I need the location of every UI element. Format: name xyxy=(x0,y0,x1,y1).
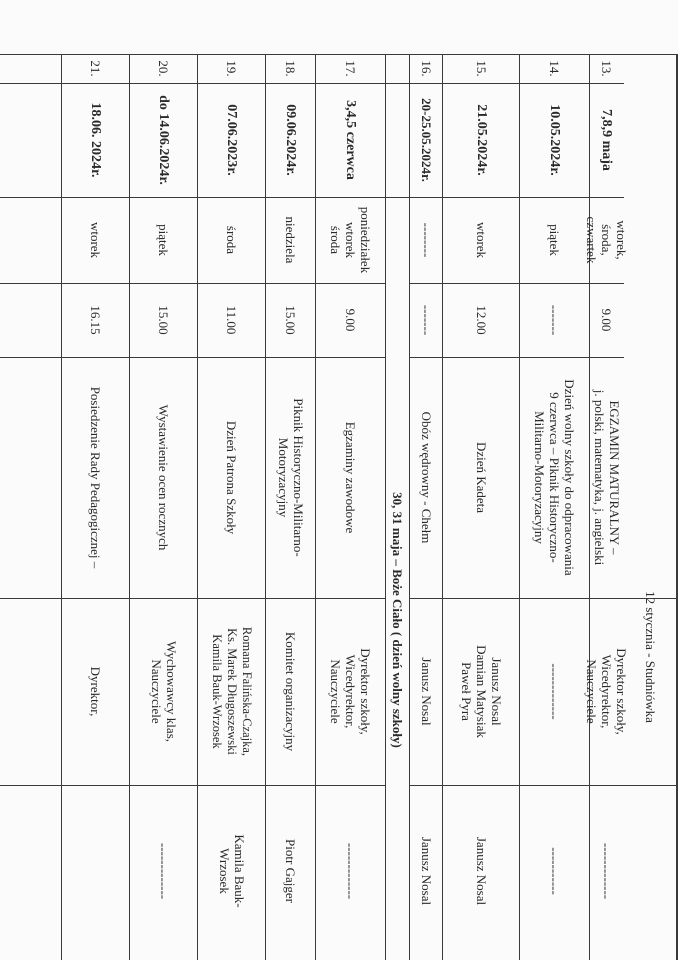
row-16-day: -------- xyxy=(419,222,434,258)
row-16-time: ------- xyxy=(419,304,434,336)
row-20-date: do 14.06.2024r. xyxy=(156,95,172,185)
row-20-no: 20. xyxy=(156,60,172,77)
row-16-partner: Janusz Nosal xyxy=(419,836,434,906)
row-20-responsible: Wychowawcy klas, Nauczyciele xyxy=(149,640,179,743)
row-21-day: wtorek xyxy=(88,221,104,259)
row-15-responsible: Janusz Nosal Damian Matysiak Paweł Pyra xyxy=(459,645,504,738)
row-13-date: 7,8,9 maja xyxy=(599,109,615,171)
row-18-event: Piknik Historyczno-Militarno- Motoryzacyjny xyxy=(276,398,306,557)
row-13-responsible: Dyrektor szkoły, Wicedyrektor, Nauczyciele xyxy=(584,648,630,735)
row-18-partner: Piotr Gajger xyxy=(283,839,299,903)
row-17-responsible: Dyrektor szkoły, Wicedyrektor, Nauczyciele xyxy=(328,648,374,735)
row-19-no: 19. xyxy=(224,60,240,77)
row-18-day: niedziela xyxy=(283,216,299,264)
row-14-day: piątek xyxy=(547,224,563,256)
row-15-time: 12.00 xyxy=(474,305,489,335)
row-21-date: 18.06. 2024r. xyxy=(88,102,104,178)
row-21-no: 21. xyxy=(88,60,104,77)
row-19-date: 07.06.2023r. xyxy=(224,104,240,176)
row-15-partner: Janusz Nosal xyxy=(474,836,489,906)
row-16-no: 16. xyxy=(419,60,434,77)
row-15-event: Dzień Kadeta xyxy=(474,441,489,514)
row-14-time: ------- xyxy=(547,304,563,336)
row-16-date: 20-25.05.2024r. xyxy=(419,98,434,182)
row-16-event: Obóz wędrowny - Chełm xyxy=(419,411,434,544)
row-19-event: Dzień Patrona Szkoły xyxy=(224,420,240,535)
row-21-responsible: Dyrektor, xyxy=(88,666,104,717)
row-21-event: Posiedzenie Rady Pedagogicznej – xyxy=(88,386,104,569)
holiday-note: 30, 31 maja – Boże Ciało ( dzień wolny szkoły) xyxy=(390,492,406,748)
row-15-date: 21.05.2024r. xyxy=(474,104,489,176)
row-13-partner: ------------- xyxy=(599,842,615,900)
row-20-time: 15.00 xyxy=(156,305,172,335)
row-19-responsible: Romana Falińska-Czajka, Ks. Marek Długoszewski Kamila Bauk-Wrzosek xyxy=(210,626,255,757)
row-21-time: 16.15 xyxy=(88,305,104,335)
row-17-no: 17. xyxy=(343,60,359,77)
row-13-event: EGZAMIN MATURALNY – j. polski, matematyka, j. angielski xyxy=(592,389,622,566)
row-17-partner: ------------- xyxy=(343,842,359,900)
row-15-no: 15. xyxy=(474,60,489,77)
row-17-day: poniedziałek wtorek środa xyxy=(328,206,374,274)
row-17-event: Egzaminy zawodowe xyxy=(343,421,359,534)
row-18-time: 15.00 xyxy=(283,305,299,335)
row-18-date: 09.06.2024r. xyxy=(283,104,299,176)
row-18-no: 18. xyxy=(283,60,299,77)
row-17-date: 3,4,5 czerwca xyxy=(343,100,359,180)
header-note: 12 stycznia - Studniówka xyxy=(643,591,659,723)
row-20-partner: ------------- xyxy=(156,842,172,900)
row-13-day: wtorek, środa, czwartek xyxy=(584,216,630,264)
row-15-day: wtorek xyxy=(474,221,489,259)
row-20-event: Wystawienie ocen rocznych xyxy=(156,404,172,551)
row-14-responsible: ------------- xyxy=(547,663,563,720)
row-19-day: środa xyxy=(224,225,240,255)
row-17-time: 9.00 xyxy=(343,308,359,332)
row-14-date: 10.05.2024r. xyxy=(547,104,563,176)
row-14-no: 14. xyxy=(547,60,563,77)
row-14-event: Dzień wolny szkoły do odpracowania 9 czerwca – Piknik Historyczno- Militarno-Motoryzacyjny xyxy=(532,379,578,576)
row-14-partner: ----------- xyxy=(547,847,563,895)
row-13-no: 13. xyxy=(599,60,615,77)
row-19-partner: Kamila Bauk- Wrzosek xyxy=(217,834,247,908)
row-13-time: 9.00 xyxy=(599,308,615,332)
row-19-time: 11.00 xyxy=(224,305,240,335)
row-21-partner xyxy=(62,785,130,957)
row-16-responsible: Janusz Nosal xyxy=(419,657,434,726)
row-18-responsible: Komitet organizacyjny xyxy=(283,631,299,752)
row-20-day: piątek xyxy=(156,224,172,256)
